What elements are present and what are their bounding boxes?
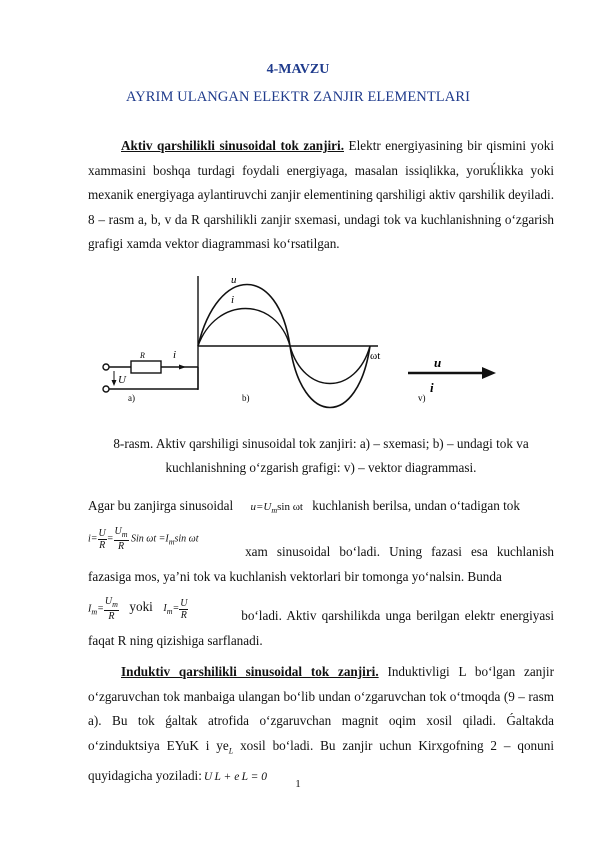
vector-i-label: i <box>430 380 434 395</box>
waveform-graph <box>198 276 381 408</box>
page-number: 1 <box>295 778 301 790</box>
section2-paragraph: Induktiv qarshilikli sinusoidal tok zanjiri. Induktivligi L bo‘lgan zanjir o‘zgaruvchan tok manbaiga ulangan bo‘lib undan o‘zgaruvchan tok o‘tmoqda (9 – rasm a). Bu tok ǵaltak atrofida o‘zgaruvchan magnit oqim xosil qiladi. Ǵaltakda o‘zinduktsiya EYuK i $ye_L$ xosil bo‘ladi. Bu zanjir uchun Kirxgofning 2 – qonuni quyidagicha yoziladi: U L + e L = 0 <box>88 664 554 784</box>
section1-text: Elektr energiyasining bir qismini yoki xammasini boshqa turdagi foydali energiyaga, masalan issiqlikka, yoruḱlikka yoki mexanik energiyaga aylantiruvchi zanjir elementining qarshiligi aktiv qarshilik deyiladi. 8 – rasm a, b, v da R qarshilikli zanjir sxemasi, undagi tok va kuchlanishning o‘zgarish grafigi xamda vektor diagrammasi ko‘rsatilgan. <box>88 138 554 252</box>
para2-end: bo‘ladi. Aktiv qarshilikda unga berilgan elektr energiyasi faqat R ning qizishiga sarflanadi. <box>88 608 554 648</box>
kirchhoff-equation: U L + e L = 0 <box>203 771 268 784</box>
section2-heading: Induktiv qarshilikli sinusoidal tok zanjiri. <box>121 664 379 679</box>
section1-paragraph <box>88 134 554 257</box>
para2-line1: Agar bu zanjirga sinusoidal $u=U_m\sin$ ωt kuchlanish berilsa, undan o‘tadigan tok <box>88 498 520 516</box>
resistor-label: R <box>140 351 145 360</box>
ohm-law-formula: i= $\frac{U}{R}$ = $\frac{U_m}{R}$ Sin $\omega t =I_m\sin$ ωt <box>88 526 199 552</box>
vector-diagram <box>408 367 496 379</box>
figure-8 <box>88 270 518 410</box>
vector-u-label: u <box>434 355 442 370</box>
label-a: a) <box>128 393 135 403</box>
section1-heading: Aktiv qarshilikli sinusoidal tok zanjiri. <box>121 138 344 153</box>
figure-caption-line2: kuchlanishning o‘zgarish grafigi: v) – vektor diagrammasi. <box>165 460 477 475</box>
label-b: b) <box>242 393 250 403</box>
label-v: v) <box>418 393 426 403</box>
graph-wt-label: ωt <box>370 350 381 362</box>
para2-body: xam sinusoidal bo‘ladi. Uning fazasi esa kuchlanish fazasiga mos, ya’ni tok va kuchlanish vektorlari bir tomonga yo‘nalsin. Bunda <box>88 544 554 584</box>
voltage-label: U <box>118 374 126 386</box>
current-label: i <box>173 349 177 361</box>
page-title: AYRIM ULANGAN ELEKTR ZANJIR ELEMENTLARI <box>125 89 471 105</box>
graph-i-label: i <box>231 294 235 306</box>
figure-caption-line1: 8-rasm. Aktiv qarshiligi sinusoidal tok zanjiri: a) – sxemasi; b) – undagi tok va <box>113 436 529 451</box>
amplitude-formula: $I_m=$ $\frac{U_m}{R}$ yoki $I_m=$ $\frac{U}{R}$ <box>88 596 188 622</box>
graph-u-label: u <box>231 274 237 286</box>
topic-number: 4-MAVZU <box>266 62 330 77</box>
